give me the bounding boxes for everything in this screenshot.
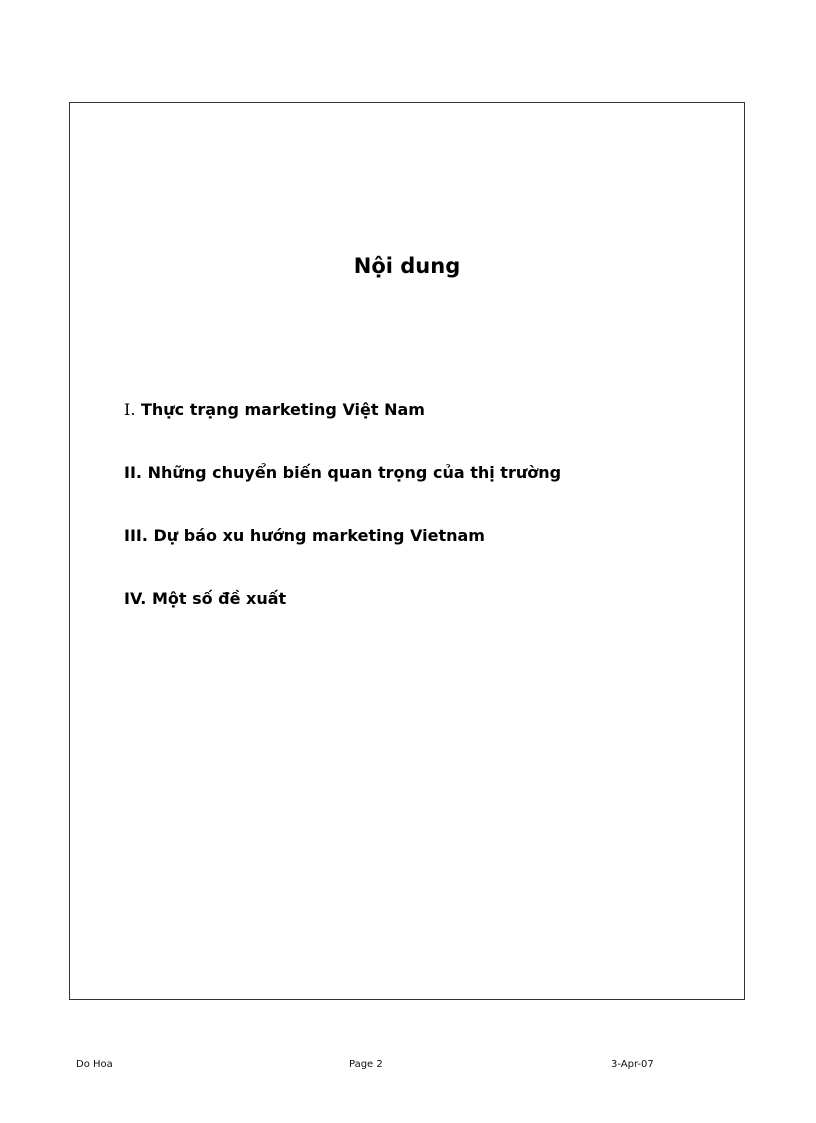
- toc-item-number: I.: [124, 400, 136, 419]
- toc-item-number: III.: [124, 526, 148, 545]
- footer-page-number: Page 2: [349, 1059, 383, 1070]
- toc-item-text: Một số đề xuất: [151, 589, 287, 608]
- toc-item-text: Dự báo xu hướng marketing Vietnam: [153, 526, 485, 545]
- toc-item-2: [124, 462, 561, 484]
- footer-author: Do Hoa: [76, 1059, 113, 1070]
- page-title: Nội dung: [353, 254, 461, 278]
- toc-item-number: II.: [124, 463, 142, 482]
- toc-item-1: [124, 399, 561, 421]
- toc-item-4: [124, 588, 561, 610]
- footer-date: 3-Apr-07: [611, 1059, 654, 1070]
- page-border-frame: [69, 102, 745, 1000]
- toc-item-3: [124, 525, 561, 547]
- toc-item-text: Thực trạng marketing Việt Nam: [140, 400, 425, 419]
- table-of-contents: [124, 399, 561, 651]
- toc-item-number: IV.: [124, 589, 147, 608]
- toc-item-text: Những chuyển biến quan trọng của thị trường: [147, 463, 562, 482]
